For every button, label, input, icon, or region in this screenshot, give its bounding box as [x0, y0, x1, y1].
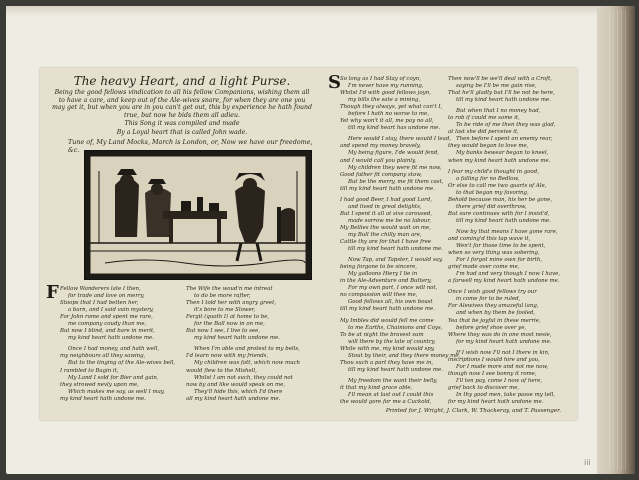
verse-line: Though they always, yet what can't I, [340, 104, 443, 111]
album-page-edge [6, 6, 616, 16]
verse-line: me company coudy than me, [68, 321, 147, 328]
verse-line: in the Ale-Adventure and Buttery, [340, 278, 432, 285]
tune-line: Tune of, My Land Mocks, March is London, or, Now we have our freedome, &c. [68, 137, 313, 154]
verse-line: grief back to discover me, [448, 384, 520, 391]
verse-line: though now I see bonny it rome, [448, 370, 537, 377]
verse-line: before I hath no worse to me, [348, 111, 429, 118]
verse-line: I fear my child's thought in good, [448, 168, 539, 175]
verse-line: my bills the sate a mining, [348, 97, 421, 104]
verse-line: would flew to the Mishell, [186, 367, 257, 374]
verse-line: My freedom the want their belly, [348, 377, 438, 384]
verse-line: it's bore to me Slower, [194, 307, 256, 314]
verse-line: my kind heart hath undone me. [194, 335, 280, 342]
verse-line: When I'm able and protest to my bells, [194, 346, 300, 353]
verse-line: My being figure, I'de would fend, [348, 150, 439, 157]
verse-line: till my kind heart hath undone me. [456, 217, 551, 224]
verse-line: But sure continues with for I insist'd, [448, 210, 550, 217]
verse-line: For I forgot mine own for birth, [456, 257, 543, 264]
verse-line: to that began my favoring, [456, 189, 529, 196]
verse-line: They'll hide this, which I'd there [194, 388, 283, 395]
verse-line: My banks bewear began to kneel, [456, 150, 549, 157]
verse-line: But now I blind, and bare in merit, [60, 328, 155, 335]
verse-line: My Land I sold for Bier and gain, [68, 374, 159, 381]
drop-capital-right: S [328, 72, 341, 93]
verse-line: But be the merry, me fit them cast, [348, 178, 444, 185]
verse-line: in come for to be ruled, [456, 296, 521, 303]
author-line: By a Loyal heart that is called John wade. [116, 128, 248, 136]
verse-line: the would gore for me a Cuckold, [340, 399, 432, 406]
verse-line: Which makes me say, as well I may, [68, 388, 165, 395]
verse-line: Fellow Wanderers late I then, [60, 286, 141, 292]
verse-line: no compassion will thee me, [340, 292, 418, 299]
verse-line: now by and like would speak on me, [186, 381, 285, 388]
verse-line: to me Earths, Chainions and Coys, [348, 324, 443, 331]
verse-line: I'm had and very though I now I have, [456, 271, 561, 278]
verse-line: Then before I spent an enemy rear, [456, 136, 553, 143]
right-verse-column-2 [448, 76, 560, 406]
verse-line: Whilst I am not such, they could not [194, 374, 293, 381]
verse-line: my neighbours all they sawing, [60, 353, 146, 360]
verse-line: till my kind heart has undone me. [348, 125, 441, 132]
verse-line: For Alewives they amazeful lang, [448, 303, 539, 310]
verse-line: That he'll gladly but I'll be not be here, [448, 90, 555, 97]
tavern-scene-image [85, 151, 311, 279]
right-verse-column-1 [340, 76, 460, 406]
verse-line: To be at night the bravest sum [340, 331, 424, 338]
verse-line: till my kind heart hath undone me. [340, 185, 435, 192]
verse-line: at last she did perceive it, [448, 129, 519, 136]
verse-line: Then now'll be we'll deal with a Croft, [448, 76, 552, 82]
verse-line: To be ride of me then they was glad, [456, 122, 556, 129]
verse-line: there grief did overthrow, [456, 203, 527, 210]
verse-line: I'll mean at last out I could this [348, 391, 434, 398]
verse-line: saying be I'll be me gain rise, [456, 83, 537, 90]
verse-line: For I made more and not me now, [456, 363, 549, 370]
verse-line: till my kind heart hath undone me. [456, 97, 551, 104]
verse-line: when my kind heart hath undone me. [448, 157, 551, 164]
verse-line: Or else to call me two quarts of Ale, [448, 182, 547, 189]
verse-line: Cattle thy are for that I have free [340, 239, 432, 246]
verse-line: for my kind heart hath undone me. [456, 338, 552, 345]
verse-line: My Imbles did would fell me come [340, 317, 434, 324]
verse-line: But to the tinging of the Ale-wives bell, [68, 360, 176, 367]
verse-line: Thou such a part they have me in, [340, 359, 434, 366]
verse-line: Yea that be joyful in these merrie, [448, 317, 541, 324]
verse-line: My Bellies the would wait on me, [340, 224, 431, 231]
verse-line: will there by the late of country, [348, 338, 436, 345]
ballad-title: The heavy Heart, and a light Purse. [73, 74, 291, 88]
verse-line: For John rome and spent me rare, [60, 314, 153, 321]
verse-line: The Wife the woud'n me intreat [186, 286, 273, 292]
printer-imprint: Printed for J. Wright, J. Clark, W. Thackeray, and T. Passenger. [385, 408, 561, 414]
verse-line: While with me, my kind would spy, [340, 345, 435, 352]
ballad-subtitle: Being the good fellows vindication to all his fellow Companions, wishing them all to have a care, and keep out of the Ale-wives snare, for when they are one you may get it, but when you are in you can't get out, this by experience he hath found true, but now he bids them all adieu. [52, 89, 312, 119]
woodcut-illustration [84, 150, 312, 280]
verse-line: inscriptions I would hire and you, [448, 356, 540, 363]
album-page-stack [609, 10, 629, 470]
verse-line: Yet why won't it all, me pay no all, [340, 118, 434, 125]
verse-line: Stoops that I had betten her, [60, 300, 139, 307]
verse-line: a falling for no Bedlow, [456, 175, 520, 182]
verse-line: Whilst I'd with good fellows joyn, [340, 90, 431, 97]
verse-line: before grief shoe over ye, [456, 324, 527, 331]
verse-line: Behold because man, his her be gone, [448, 196, 553, 203]
verse-line: when so very thing was sobering, [448, 250, 540, 257]
verse-line: till my kind heart hath undone me. [348, 366, 443, 373]
verse-line: Good fellows all, his own boast [348, 299, 433, 306]
verse-line: my Bull the chilly man are, [348, 231, 422, 238]
verse-line: for my kind heart hath undone me. [448, 399, 544, 406]
verse-line: it that my kind grace able, [340, 384, 413, 391]
verse-line: I'm never have my running, [348, 83, 424, 90]
verse-line: My children was fatt, which now much [194, 360, 301, 367]
verse-line: for trade and love on merry, [68, 293, 145, 300]
verse-line: Fergit (quoth I) at home to be, [186, 314, 270, 321]
verse-line: Wen't far those time to be spent, [456, 243, 546, 250]
verse-line: I rambled to Bagin it, [60, 367, 119, 374]
verse-line: Now by that means I have gone rare, [456, 228, 558, 235]
verse-line: I had good Beer, I had good Lord, [340, 196, 432, 203]
verse-line: to do be more rafter, [194, 293, 251, 300]
verse-line: and when by them be fooled, [456, 310, 536, 317]
verse-line: they strowed nevly upon me, [60, 381, 139, 388]
folio-mark: iii [584, 458, 591, 467]
verse-line: Once I had money, and hath well, [68, 346, 160, 353]
verse-line: grief made over come me, [448, 264, 520, 271]
verse-line: I'll ten pay, come I now of here, [456, 377, 542, 384]
verse-line: My children they were fit me now, [348, 164, 442, 171]
verse-line: But now I see, I live to see, [186, 328, 261, 335]
verse-line: and lived in great delights, [348, 203, 422, 210]
verse-line: for the Ball now in on me, [194, 321, 265, 328]
composed-line: This Song it was compiled and made [124, 120, 240, 128]
verse-line: my kind heart hath undone me. [68, 335, 154, 342]
verse-line: Then I told her with angry greet, [186, 300, 276, 307]
verse-line: So long as I had Stay of coyn, [340, 76, 421, 82]
verse-line: Good father fit company stow, [340, 171, 422, 178]
verse-line: For my own part, I once will not, [348, 285, 438, 292]
verse-line: made sorrow me be no labour, [348, 217, 432, 224]
verse-line: Here would I stay, there would I lead, [348, 136, 451, 143]
header-block [48, 74, 316, 154]
verse-line: my kind heart hath undone me. [60, 395, 146, 402]
drop-capital: F [46, 282, 59, 303]
verse-line: If I wish now I'll not I there in kin, [456, 349, 550, 356]
verse-line: all my kind heart hath undone me. [186, 395, 281, 402]
verse-line: and spend my money bravely, [340, 143, 421, 150]
verse-line: Stout by their, and they there money me, [348, 352, 461, 359]
left-verse-column-2 [186, 286, 300, 403]
verse-line: Now Tap, and Tapster, I would say, [348, 257, 443, 264]
verse-line: being forgone to be sincere, [340, 264, 418, 271]
verse-line: till my kind heart hath undone me. [348, 246, 443, 253]
left-verse-column-1 [60, 286, 175, 403]
verse-line: Once I wish good fellows try our [448, 289, 537, 296]
verse-line: I'd learn now with my friends, [186, 353, 269, 360]
verse-line: a barn, and I said vain mystery, [68, 307, 154, 314]
verse-line: Where they was do in one most nesie, [448, 331, 552, 338]
verse-line: and I would call you plainly, [340, 157, 417, 164]
broadside-sheet [40, 68, 577, 420]
verse-line: till my kind heart hath undone me. [340, 306, 435, 313]
verse-line: they would began to love me, [448, 143, 529, 150]
verse-line: But when that I no money had, [456, 108, 541, 115]
verse-line: My galloons Hiery I lie in [348, 271, 418, 278]
verse-line: In thy good men, take passe my tell, [456, 391, 556, 398]
verse-line: and coming'd this tap wave it, [448, 235, 531, 242]
verse-line: to rob if could me some it, [448, 115, 520, 122]
verse-line: a farwell my kind heart hath undone me. [448, 278, 560, 285]
verse-line: But I spent it all at sixe caroused, [340, 210, 433, 217]
